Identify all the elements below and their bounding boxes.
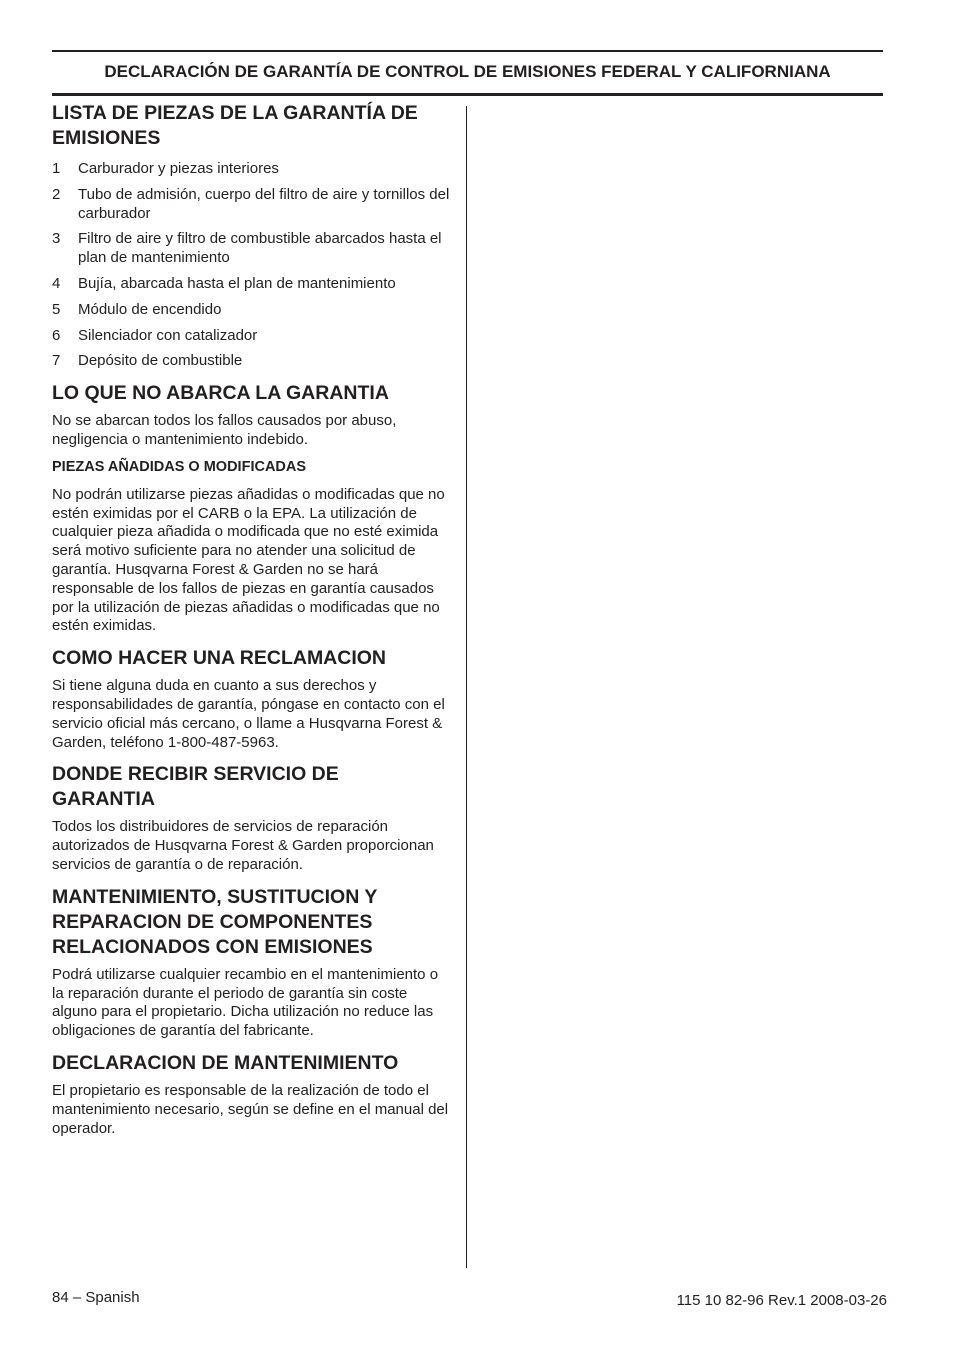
paragraph: No se abarcan todos los fallos causados por abuso, negligencia o mantenimiento indebido.	[52, 412, 397, 448]
section-claim	[52, 646, 452, 752]
list-item: 2 Tubo de admisión, cuerpo del filtro de aire y tornillos del carburador	[52, 185, 450, 222]
section-maintenance-repair	[52, 885, 452, 1041]
section-not-covered	[52, 381, 452, 636]
section-service	[52, 762, 452, 874]
list-item: 1 Carburador y piezas interiores	[52, 160, 279, 177]
header-rule-top	[52, 50, 883, 52]
footer-document-reference: 115 10 82-96 Rev.1 2008-03-26	[676, 1292, 887, 1309]
subsection-title-added-parts: PIEZAS AÑADIDAS O MODIFICADAS	[52, 458, 307, 475]
paragraph: Si tiene alguna duda en cuanto a sus derechos y responsabilidades de garantía, póngase en contacto con el servicio oficial más cercano, o llame a Husqvarna Forest & Garden, teléfono 1-800-487-5963.	[52, 677, 445, 751]
section-parts-list	[52, 101, 452, 371]
page-header-title: DECLARACIÓN DE GARANTÍA DE CONTROL DE EMISIONES FEDERAL Y CALIFORNIANA	[104, 62, 831, 81]
list-item: 6 Silenciador con catalizador	[52, 326, 258, 344]
list-item: 4 Bujía, abarcada hasta el plan de mantenimiento	[52, 274, 396, 292]
list-item: 3 Filtro de aire y filtro de combustible abarcados hasta el plan de mantenimiento	[52, 230, 442, 267]
left-column	[52, 100, 452, 1138]
paragraph: No podrán utilizarse piezas añadidas o modificadas que no estén eximidas por el CARB o la EPA. La utilización de cualquier pieza añadida o modificada que no esté eximida será motivo suficiente para no atender una solicitud de garantía. Husqvarna Forest & Garden no se hará responsable de los fallos de piezas en garantía causados por la utilización de piezas añadidas o modificadas que no estén eximidas.	[52, 485, 445, 635]
paragraph: Podrá utilizarse cualquier recambio en el mantenimiento o la reparación durante el periodo de garantía sin coste alguno para el propietario. Dicha utilización no reduce las obligaciones de garantía del fabricante.	[52, 965, 439, 1040]
section-title-service: DONDE RECIBIR SERVICIO DE GARANTIA	[52, 763, 339, 811]
section-title-maintenance-statement: DECLARACION DE MANTENIMIENTO	[52, 1051, 399, 1074]
paragraph: El propietario es responsable de la realización de todo el mantenimiento necesario, según se define en el manual del operador.	[52, 1081, 449, 1137]
footer-page-number: 84 – Spanish	[52, 1289, 140, 1306]
paragraph: Todos los distribuidores de servicios de reparación autorizados de Husqvarna Forest & Garden proporcionan servicios de garantía o de reparación.	[52, 818, 434, 873]
parts-list	[52, 160, 452, 371]
list-item: 5 Módulo de encendido	[52, 300, 222, 318]
section-title-parts-list: LISTA DE PIEZAS DE LA GARANTÍA DE EMISIONES	[52, 102, 418, 149]
header-rule-bottom	[52, 93, 883, 96]
list-item: 7 Depósito de combustible	[52, 352, 243, 370]
section-title-claim: COMO HACER UNA RECLAMACION	[52, 647, 387, 670]
column-divider	[466, 106, 467, 1268]
section-maintenance-statement	[52, 1051, 452, 1138]
section-title-not-covered: LO QUE NO ABARCA LA GARANTIA	[52, 382, 389, 405]
section-title-maintenance-repair: MANTENIMIENTO, SUSTITUCION Y REPARACION DE COMPONENTES RELACIONADOS CON EMISIONES	[52, 885, 378, 958]
